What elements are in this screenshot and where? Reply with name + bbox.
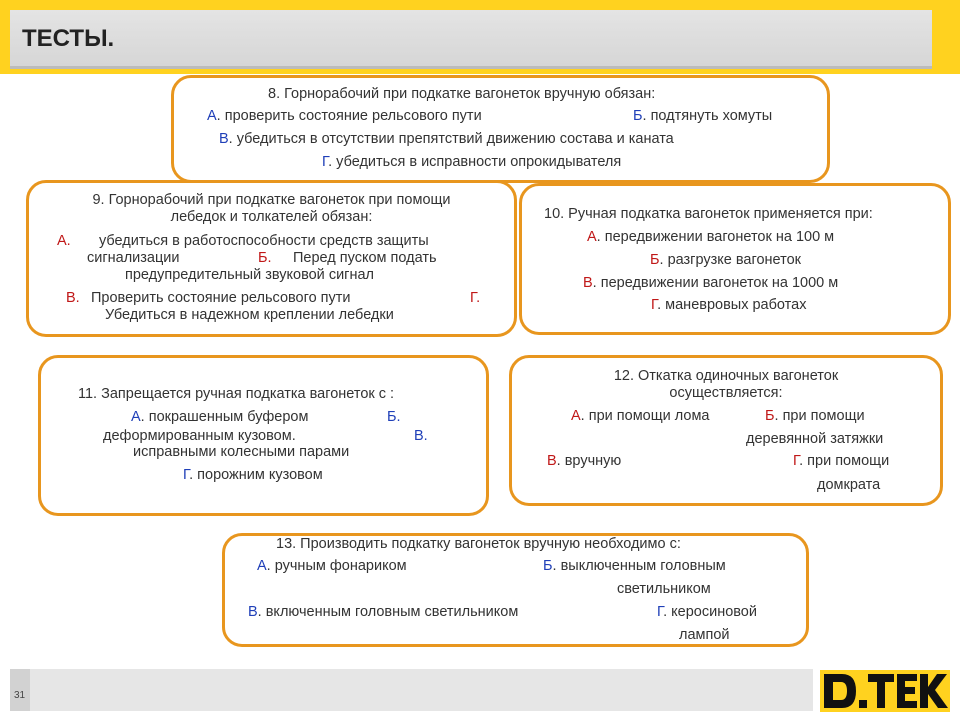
- question-10-answer-a: А. передвижении вагонеток на 100 м: [587, 229, 835, 245]
- question-8-answer-a: А. проверить состояние рельсового пути: [207, 108, 482, 124]
- question-9-answer-v-text: Проверить состояние рельсового пути: [91, 290, 351, 306]
- question-10-answer-b: Б. разгрузке вагонеток: [650, 252, 801, 268]
- question-9-title-line2: лебедок и толкателей обязан:: [170, 209, 373, 225]
- question-11-answer-g: Г. порожним кузовом: [183, 467, 323, 483]
- footer-bar: [10, 669, 813, 711]
- question-13-answer-g-text2: лампой: [679, 627, 730, 643]
- question-12-answer-a: А. при помощи лома: [571, 408, 710, 424]
- question-9-answer-a-letter: А.: [57, 233, 71, 249]
- question-13-answer-a: А. ручным фонариком: [257, 558, 407, 574]
- page-number: 31: [14, 690, 26, 701]
- question-11-answer-b-letter: Б.: [387, 409, 401, 425]
- question-11-answer-b-text: деформированным кузовом.: [103, 428, 296, 444]
- question-9-answer-a-text2: сигнализации: [87, 250, 180, 266]
- question-12-answer-g: Г. при помощи: [793, 453, 890, 469]
- question-12-answer-b-text2: деревянной затяжки: [746, 431, 884, 447]
- question-10-answer-g: Г. маневровых работах: [651, 297, 807, 313]
- question-9-answer-a-text: убедиться в работоспособности средств защиты: [99, 233, 429, 249]
- question-11-answer-a: А. покрашенным буфером: [131, 409, 309, 425]
- dtek-logo: [820, 670, 950, 712]
- question-12-answer-b: Б. при помощи: [765, 408, 865, 424]
- page-title: ТЕСТЫ.: [22, 25, 115, 52]
- question-12-answer-g-text2: домкрата: [817, 477, 881, 493]
- question-12-title-line2: осуществляется:: [669, 385, 783, 401]
- question-9-answer-b-text: Перед пуском подать: [293, 250, 437, 266]
- question-9-answer-b-letter: Б.: [258, 250, 272, 266]
- question-13-answer-b-text2: светильником: [617, 581, 711, 597]
- header-divider: [10, 66, 932, 69]
- question-11-answer-v-text: исправными колесными парами: [133, 444, 350, 460]
- question-12-title-line1: 12. Откатка одиночных вагонеток: [613, 368, 839, 384]
- question-12-title: [513, 368, 939, 402]
- question-8-answer-v: В. убедиться в отсутствии препятствий движению состава и каната: [219, 131, 674, 147]
- question-8-answer-b: Б. подтянуть хомуты: [633, 108, 773, 124]
- question-13-answer-v: В. включенным головным светильником: [248, 604, 519, 620]
- question-10-answer-v: В. передвижении вагонеток на 1000 м: [583, 275, 839, 291]
- question-9-answer-g-letter: Г.: [470, 290, 481, 306]
- question-13-answer-g: Г. керосиновой: [657, 604, 757, 620]
- question-13-answer-b: Б. выключенным головным: [543, 558, 726, 574]
- question-10-title: 10. Ручная подкатка вагонеток применяется при:: [544, 206, 873, 222]
- header-bar: [10, 10, 932, 66]
- question-9-answer-b-text2: предупредительный звуковой сигнал: [125, 267, 374, 283]
- question-12-answer-v: В. вручную: [547, 453, 622, 469]
- question-13-title: 13. Производить подкатку вагонеток вручную необходимо с:: [276, 536, 681, 552]
- question-8-answer-g: Г. убедиться в исправности опрокидывателя: [322, 154, 622, 170]
- question-11-answer-v-letter: В.: [414, 428, 428, 444]
- question-8-title: 8. Горнорабочий при подкатке вагонеток вручную обязан:: [268, 86, 656, 102]
- question-9-title-line1: 9. Горнорабочий при подкатке вагонеток при помощи: [92, 192, 451, 208]
- question-9-answer-g-text: Убедиться в надежном креплении лебедки: [105, 307, 394, 323]
- question-11-title: 11. Запрещается ручная подкатка вагонеток с :: [78, 386, 395, 402]
- question-9-answer-v-letter: В.: [66, 290, 80, 306]
- question-9-title: [30, 192, 513, 226]
